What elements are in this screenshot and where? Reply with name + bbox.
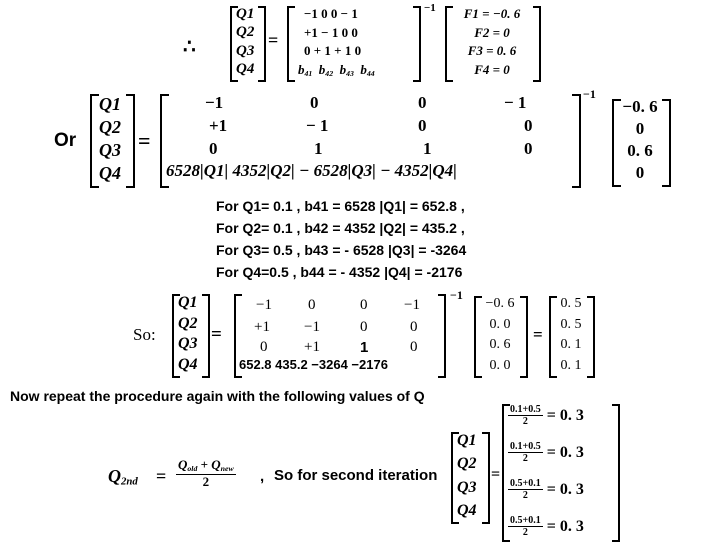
- f4: 0: [635, 163, 645, 182]
- result-q3: 0. 1: [560, 337, 582, 353]
- q3: Q3: [178, 335, 198, 353]
- therefore-symbol: ∴: [183, 36, 196, 58]
- matrix-cell-2-3: 0: [360, 319, 368, 335]
- f1: −0. 6: [622, 97, 658, 116]
- second-iteration-text: So for second iteration: [274, 467, 438, 484]
- q2: Q2: [178, 314, 198, 332]
- f1: F1 = −0. 6: [463, 6, 521, 21]
- q2: Q2: [457, 455, 477, 473]
- fraction-bracket-right: [612, 404, 620, 542]
- matrix-cell-3-4: 0: [410, 339, 418, 355]
- q-bracket-right: [126, 94, 135, 188]
- result-q2: 0. 5: [560, 316, 582, 332]
- matrix-cell-2-4: 0: [524, 116, 533, 135]
- q2: Q2: [99, 117, 121, 137]
- q-average-fraction: [176, 458, 236, 489]
- f2: F2 = 0: [474, 24, 510, 40]
- comma: ,: [260, 468, 265, 485]
- inverse-exponent: −1: [424, 2, 436, 14]
- q4: Q4: [99, 163, 121, 183]
- fraction-denominator: 2: [202, 473, 210, 489]
- matrix-cell-2-3: 0: [418, 116, 427, 135]
- matrix-cell-2-1: +1: [254, 319, 270, 335]
- fraction-row-3: $\frac{0.5+0.1}{2}$ = 0. 3: [510, 478, 584, 501]
- q-bracket-left: [90, 94, 99, 188]
- matrix-row-1: −1 0 0 − 1: [304, 6, 358, 21]
- text-line-3: For Q3= 0.5 , b43 = - 6528 |Q3| = -3264: [216, 242, 467, 258]
- result-vector: [555, 296, 587, 374]
- inverse-exponent: −1: [583, 87, 596, 101]
- f3: F3 = 0. 6: [467, 43, 517, 59]
- matrix-row-b: $b_{41}$ $b_{42}$ $b_{43}$ $b_{44}$: [298, 61, 375, 78]
- q-bracket-right: [482, 432, 490, 524]
- matrix-cell-1-2: 0: [310, 93, 319, 112]
- text-line-4: For Q4=0.5 , b44 = - 4352 |Q4| = -2176: [216, 264, 463, 280]
- result-q4: 0. 1: [560, 357, 582, 373]
- result-q1: 0. 5: [560, 296, 582, 311]
- q3: Q3: [99, 140, 121, 160]
- matrix-cell-2-4: 0: [410, 319, 418, 335]
- f-vector: [480, 296, 520, 374]
- matrix-bracket-left: [287, 6, 295, 82]
- q2: Q2: [236, 24, 255, 41]
- equals-2: =: [491, 466, 501, 483]
- q3: Q3: [236, 42, 255, 59]
- matrix-cell-3-3: 1: [423, 139, 432, 158]
- matrix-cell-1-2: 0: [308, 297, 316, 313]
- matrix-cell-3-1: 0: [209, 139, 218, 158]
- q1: Q1: [99, 94, 121, 114]
- matrix-cell-2-2: − 1: [306, 116, 329, 135]
- q-vector: [99, 94, 121, 184]
- matrix-cell-1-3: 0: [418, 93, 427, 112]
- f2: 0. 0: [489, 316, 511, 332]
- q1: Q1: [236, 6, 255, 22]
- matrix-cell-2-1: +1: [209, 116, 228, 135]
- matrix-cell-1-4: −1: [404, 297, 420, 313]
- q1: Q1: [178, 294, 198, 311]
- f-bracket-right: [520, 296, 528, 378]
- matrix-last-row: 6528|Q1| 4352|Q2| − 6528|Q3| − 4352|Q4|: [166, 161, 457, 180]
- f4: F4 = 0: [474, 61, 510, 77]
- fraction-row-1: $\frac{0.1+0.5}{2}$ = 0. 3: [510, 404, 584, 427]
- f2: 0: [635, 119, 645, 138]
- q-vector: [457, 432, 477, 520]
- matrix-cell-3-2: 1: [314, 139, 323, 158]
- f-vector: [618, 97, 662, 183]
- f-bracket-right: [662, 99, 671, 187]
- fraction-row-2: $\frac{0.1+0.5}{2}$ = 0. 3: [510, 441, 584, 464]
- matrix-last-row: 652.8 435.2 −3264 −2176: [239, 357, 388, 372]
- q-vector: [236, 6, 254, 78]
- matrix-row-2: +1 − 1 0 0: [304, 24, 358, 40]
- q4: Q4: [178, 355, 198, 373]
- repeat-procedure-text: Now repeat the procedure again with the following values of Q: [10, 388, 425, 404]
- matrix-cell-3-3: 1: [360, 339, 369, 356]
- matrix-cell-2-2: −1: [304, 319, 320, 335]
- equals: =: [268, 30, 279, 50]
- q4: Q4: [236, 60, 255, 77]
- matrix-cell-3-1: 0: [260, 339, 268, 355]
- q3: Q3: [457, 478, 477, 496]
- q-vector: [178, 294, 198, 374]
- equals: =: [156, 466, 167, 486]
- matrix-row-3: 0 + 1 + 1 0: [304, 43, 362, 59]
- f-bracket-right: [533, 6, 541, 82]
- matrix-cell-3-4: 0: [524, 139, 533, 158]
- inverse-exponent: −1: [450, 288, 463, 302]
- f3: 0. 6: [627, 141, 653, 160]
- f4: 0. 0: [489, 357, 511, 373]
- fraction-row-4: $\frac{0.5+0.1}{2}$ = 0. 3: [510, 515, 584, 538]
- result-bracket-right: [587, 296, 595, 378]
- q-bracket-right: [258, 6, 266, 82]
- text-line-1: For Q1= 0.1 , b41 = 6528 |Q1| = 652.8 ,: [216, 198, 465, 214]
- text-line-2: For Q2= 0.1 , b42 = 4352 |Q2| = 435.2 ,: [216, 220, 465, 236]
- f-vector: [452, 6, 532, 78]
- or-label: Or: [54, 130, 77, 151]
- f3: 0. 6: [489, 337, 511, 353]
- q4: Q4: [457, 501, 477, 519]
- matrix-cell-3-2: +1: [304, 339, 320, 355]
- matrix-bracket-right: [413, 6, 421, 82]
- q1: Q1: [457, 432, 477, 449]
- q-bracket-right: [202, 294, 210, 378]
- matrix-cell-1-4: − 1: [504, 93, 527, 112]
- matrix-cell-1-1: −1: [256, 297, 272, 313]
- q-2nd: $Q_{2nd}$: [108, 466, 138, 488]
- matrix-cell-1-3: 0: [360, 297, 368, 313]
- matrix-bracket-right: [572, 94, 581, 188]
- matrix-a: [298, 6, 375, 78]
- equals: =: [138, 128, 151, 153]
- so-label: So:: [133, 325, 156, 344]
- matrix-bracket-right: [438, 294, 446, 378]
- fraction-numerator: $Q_{old} + Q_{new}$: [178, 457, 234, 473]
- equals-2: =: [533, 325, 543, 344]
- f1: −0. 6: [485, 296, 515, 311]
- matrix-row-1: −1: [205, 93, 224, 112]
- fraction-vector: [508, 404, 612, 538]
- equals: =: [211, 324, 222, 345]
